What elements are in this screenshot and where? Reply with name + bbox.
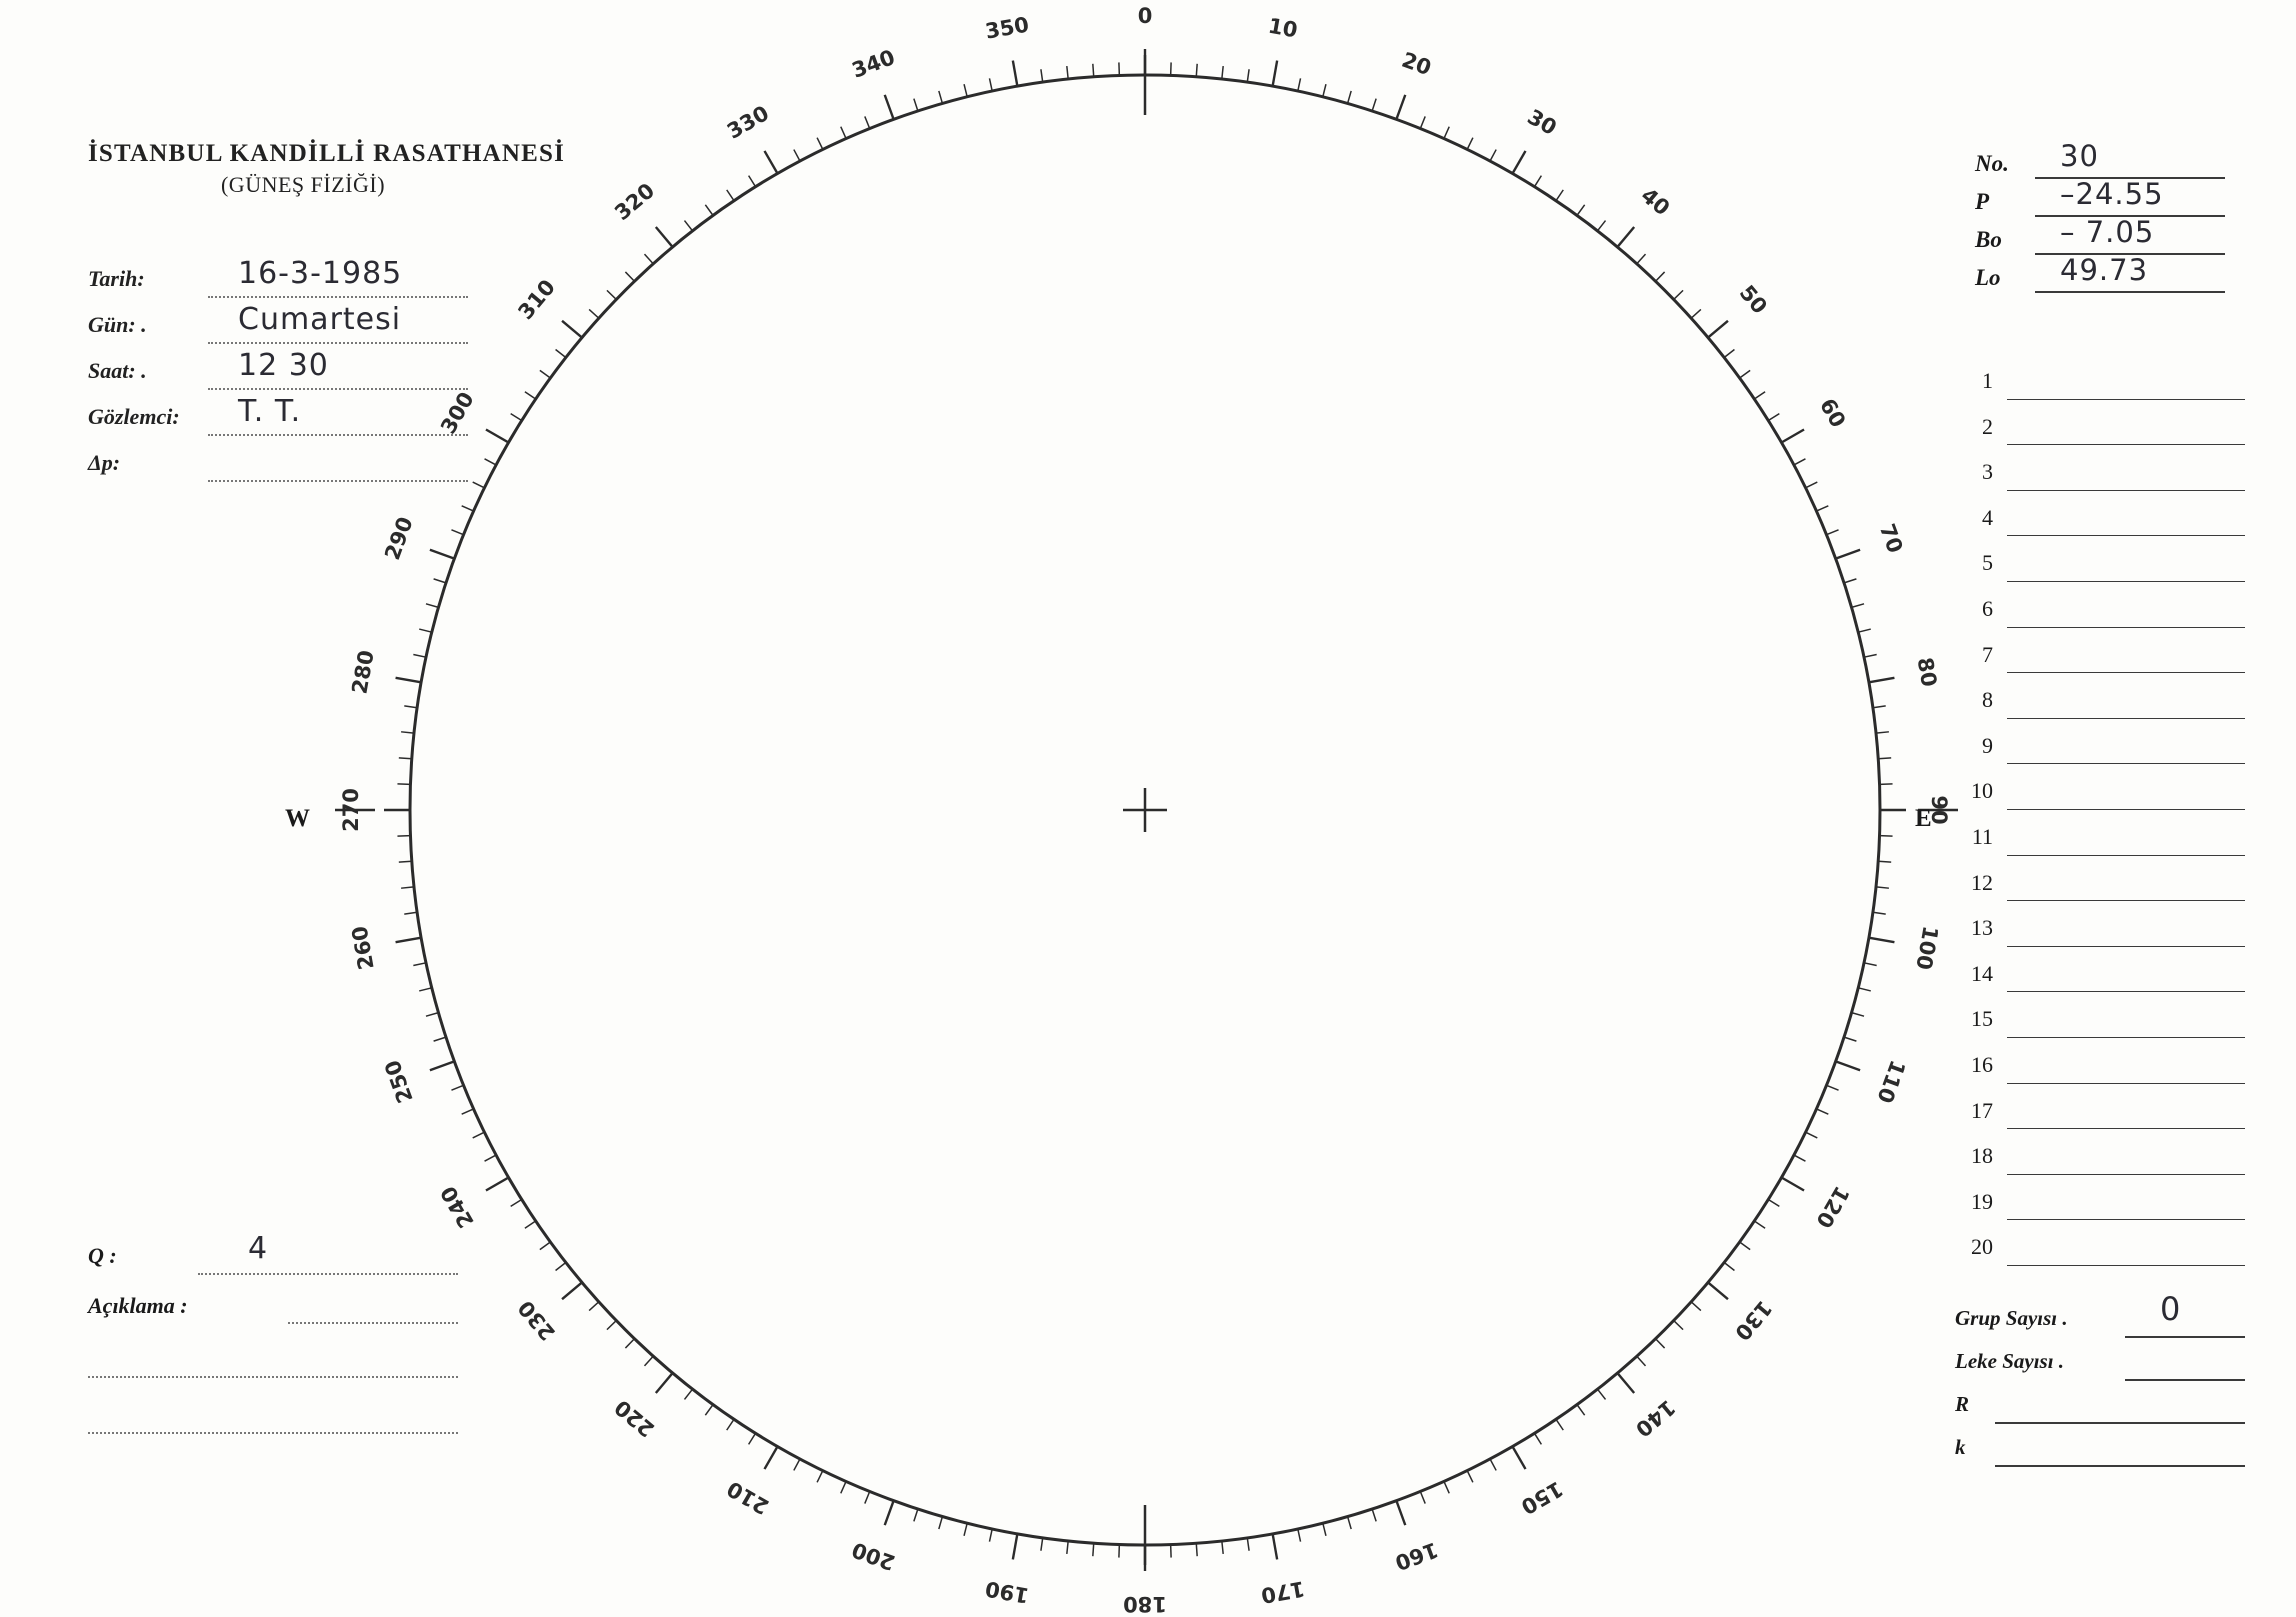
num-rule <box>2007 1036 2245 1038</box>
aciklama-label: Açıklama : <box>88 1293 188 1318</box>
label-r: R <box>1955 1392 1970 1416</box>
num-rule <box>2007 398 2245 400</box>
num-rule <box>2007 580 2245 582</box>
num-label: 10 <box>1971 778 1993 804</box>
solar-disk-dial <box>339 4 1951 1616</box>
dial-degree-label: 230 <box>513 1295 561 1345</box>
num-rule <box>2007 762 2245 764</box>
dial-degree-label: 120 <box>1811 1182 1854 1232</box>
dial-degree-label: 260 <box>347 924 379 972</box>
label-grup-sayisi: Grup Sayısı . <box>1955 1306 2068 1330</box>
param-value-lo: 49.73 <box>2060 253 2149 287</box>
group-count-block <box>1955 1290 2245 1472</box>
dial-degree-label: 150 <box>1517 1476 1567 1519</box>
dial-degree-label: 0 <box>1137 4 1153 28</box>
field-value-tarih: 16-3-1985 <box>238 256 403 291</box>
field-label-delta-p: Δp: <box>88 450 121 475</box>
param-label-p: P <box>1975 189 1990 214</box>
num-row <box>1955 360 2245 406</box>
num-row <box>1955 1044 2245 1090</box>
value-grup-sayisi: 0 <box>2160 1290 2181 1328</box>
dial-degree-label: 140 <box>1630 1394 1680 1442</box>
label-k: k <box>1955 1435 1966 1459</box>
num-label: 17 <box>1971 1097 1993 1123</box>
field-label-gozlemci: Gözlemci: <box>88 404 180 429</box>
num-label: 7 <box>1982 641 1993 667</box>
num-label: 16 <box>1971 1051 1993 1077</box>
num-row <box>1955 406 2245 452</box>
num-rule <box>2007 534 2245 536</box>
parameters-block <box>1975 139 2225 297</box>
num-label: 1 <box>1982 368 1993 393</box>
param-label-bo: Bo <box>1975 227 2002 252</box>
field-value-gozlemci: T. T. <box>238 394 302 429</box>
num-row <box>1955 1090 2245 1136</box>
num-label: 2 <box>1982 413 1993 439</box>
field-label-gun: Gün: . <box>88 312 147 337</box>
org-title: İSTANBUL KANDİLLİ RASATHANESİ <box>88 140 566 167</box>
num-rule <box>2007 1264 2245 1266</box>
label-leke-sayisi: Leke Sayısı . <box>1955 1349 2065 1373</box>
num-row <box>1955 679 2245 725</box>
num-rule <box>2007 1127 2245 1129</box>
dial-degree-label: 280 <box>347 648 379 696</box>
group-rule <box>2125 1378 2245 1381</box>
group-row-k <box>1955 1429 2245 1472</box>
field-value-gun: Cumartesi <box>238 302 402 337</box>
num-rule <box>2007 945 2245 947</box>
num-row <box>1955 770 2245 816</box>
num-label: 5 <box>1982 550 1993 576</box>
param-value-p: –24.55 <box>2060 177 2164 211</box>
dial-degree-label: 220 <box>610 1394 660 1442</box>
num-row <box>1955 862 2245 908</box>
dial-degree-label: 350 <box>983 12 1031 44</box>
group-row-leke-sayisi <box>1955 1343 2245 1386</box>
dial-degree-label: 240 <box>436 1182 479 1232</box>
num-row <box>1955 1135 2245 1181</box>
num-label: 13 <box>1971 915 1993 941</box>
num-label: 8 <box>1982 687 1993 713</box>
numbered-ruled-list <box>1955 360 2245 1272</box>
num-label: 3 <box>1982 459 1993 485</box>
num-row <box>1955 1181 2245 1227</box>
num-label: 19 <box>1971 1188 1993 1214</box>
num-label: 4 <box>1982 504 1993 530</box>
dial-degree-label: 60 <box>1814 394 1851 432</box>
dial-degree-label: 90 <box>1927 795 1951 825</box>
dial-degree-label: 290 <box>380 513 418 564</box>
param-value-no: 30 <box>2060 139 2099 173</box>
group-row-r <box>1955 1386 2245 1429</box>
param-value-bo: – 7.05 <box>2060 215 2155 249</box>
num-row <box>1955 998 2245 1044</box>
num-row <box>1955 953 2245 999</box>
field-value-saat: 12 30 <box>238 348 329 383</box>
dial-degree-label: 190 <box>983 1576 1031 1608</box>
num-rule <box>2007 717 2245 719</box>
num-label: 15 <box>1971 1006 1993 1032</box>
num-row <box>1955 907 2245 953</box>
num-rule <box>2007 808 2245 810</box>
q-label: Q : <box>88 1243 117 1268</box>
dial-degree-label: 310 <box>513 275 561 325</box>
num-row <box>1955 1226 2245 1272</box>
dial-degree-label: 200 <box>848 1537 899 1575</box>
cardinal-label-east: E <box>1915 805 1932 832</box>
dial-degree-label: 130 <box>1729 1295 1777 1345</box>
num-label: 14 <box>1971 960 1993 986</box>
dial-degree-label: 40 <box>1636 183 1675 221</box>
group-rule <box>1995 1464 2245 1467</box>
num-rule <box>2007 899 2245 901</box>
dial-degree-label: 320 <box>610 178 660 226</box>
cardinal-label-west: W <box>285 805 310 832</box>
num-label: 6 <box>1982 595 1993 621</box>
field-label-tarih: Tarih: <box>88 266 145 291</box>
dial-degree-label: 70 <box>1874 520 1908 557</box>
dial-degree-label: 20 <box>1398 47 1435 81</box>
dial-degree-label: 100 <box>1911 924 1943 972</box>
num-label: 20 <box>1971 1234 1993 1260</box>
group-row-grup-sayisi <box>1955 1290 2245 1343</box>
group-rule <box>2125 1335 2245 1338</box>
dial-degree-label: 10 <box>1266 13 1300 43</box>
num-rule <box>2007 1082 2245 1084</box>
dial-degree-label: 160 <box>1391 1537 1442 1575</box>
group-rule <box>1995 1421 2245 1424</box>
num-row <box>1955 816 2245 862</box>
num-row <box>1955 588 2245 634</box>
num-rule <box>2007 671 2245 673</box>
num-row <box>1955 542 2245 588</box>
num-label: 12 <box>1971 869 1993 895</box>
dial-degree-label: 50 <box>1734 280 1772 319</box>
param-label-no: No. <box>1975 151 2009 176</box>
param-rule <box>2035 290 2225 293</box>
dial-degree-label: 250 <box>380 1056 418 1107</box>
num-rule <box>2007 443 2245 445</box>
num-row <box>1955 497 2245 543</box>
num-label: 11 <box>1971 823 1993 849</box>
num-label: 9 <box>1982 732 1993 758</box>
num-row <box>1955 634 2245 680</box>
dial-degree-label: 170 <box>1259 1576 1307 1608</box>
dial-degree-label: 270 <box>339 788 363 832</box>
num-rule <box>2007 626 2245 628</box>
dial-degree-label: 180 <box>1123 1592 1167 1616</box>
q-value: 4 <box>248 1231 268 1266</box>
num-rule <box>2007 1173 2245 1175</box>
dial-degree-label: 110 <box>1872 1056 1910 1107</box>
num-rule <box>2007 1218 2245 1220</box>
dial-degree-label: 30 <box>1523 104 1561 141</box>
num-rule <box>2007 854 2245 856</box>
dial-degree-label: 330 <box>723 101 773 144</box>
param-label-lo: Lo <box>1975 265 2001 290</box>
dial-degree-label: 340 <box>848 45 899 83</box>
num-label: 18 <box>1971 1143 1993 1169</box>
org-subtitle: (GÜNEŞ FİZİĞİ) <box>220 172 386 197</box>
dial-degree-label: 80 <box>1912 655 1942 689</box>
num-rule <box>2007 489 2245 491</box>
num-rule <box>2007 990 2245 992</box>
dial-degree-label: 210 <box>723 1476 773 1519</box>
num-row <box>1955 725 2245 771</box>
num-row <box>1955 451 2245 497</box>
field-label-saat: Saat: . <box>88 358 147 383</box>
dial-degree-label: 300 <box>436 388 479 438</box>
dial-svg <box>339 4 1951 1616</box>
param-row-lo <box>1975 253 2225 297</box>
